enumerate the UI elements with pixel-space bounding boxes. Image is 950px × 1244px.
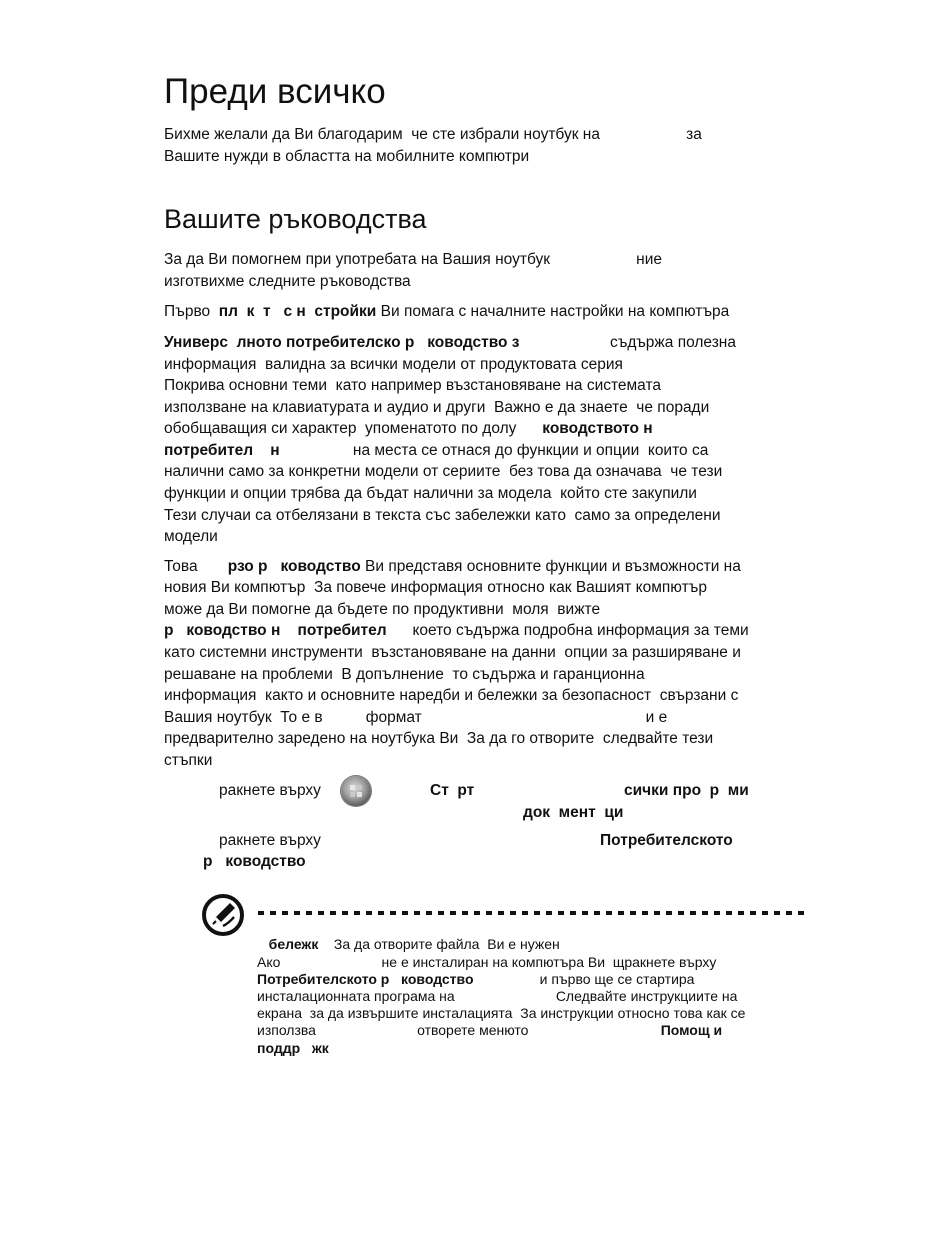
first-guide-pre: Първо <box>164 303 219 320</box>
quick-guide-line-4 <box>164 621 749 641</box>
note-pen-icon <box>201 893 245 937</box>
note-line-6-pre: използва отворете менюто <box>257 1022 661 1038</box>
universal-guide-line-6 <box>164 441 708 461</box>
quick-guide-line-1-pre: Това <box>164 558 228 575</box>
note-line-7: поддр жк <box>257 1040 329 1056</box>
step-1-start: Ст рт <box>430 782 475 799</box>
universal-guide-line-3: Покрива основни теми като например възстановяване на системата <box>164 377 662 394</box>
note-line-3 <box>257 971 694 988</box>
quick-guide-title: рзо р ководство <box>227 558 361 575</box>
note-line-5: екрана за да извършите инсталацията За инструкции относно това как се <box>257 1005 746 1021</box>
note-line-1 <box>257 936 560 953</box>
heading-before-all: Преди всичко <box>164 72 386 111</box>
first-guide-post: Ви помага с началните настройки на компютъра <box>376 303 730 320</box>
universal-guide-line-4: използване на клавиатурата и аудио и други Важно е да знаете че поради <box>164 399 710 416</box>
universal-guide-title: Универс лното потребителско р ководство з <box>164 334 520 351</box>
step-1-documents: док мент ци <box>523 804 624 821</box>
quick-guide-line-8: Вашия ноутбук То е в формат и е <box>164 709 668 726</box>
windows-start-orb-icon <box>341 776 371 806</box>
note-divider <box>258 911 804 915</box>
first-guide-paragraph <box>164 302 729 322</box>
quick-guide-line-2: новия Ви компютър За повече информация относно как Вашият компютър <box>164 579 707 596</box>
note-line-4: инсталационната програма на Следвайте инструкциите на <box>257 988 738 1004</box>
note-line-6 <box>257 1022 722 1039</box>
note-line-6-bold: Помощ и <box>660 1022 723 1038</box>
universal-guide-line-5-bold: ководството н <box>542 420 653 437</box>
note-line-2: Ако не е инсталиран на компютъра Ви щракнете върху <box>257 954 717 970</box>
guides-intro-line-2: изготвихме следните ръководства <box>164 273 411 290</box>
universal-guide-line-8: функции и опции трябва да бъдат налични за модела който сте закупили <box>164 485 697 502</box>
step-1-all-programs: сички про р ми <box>624 782 749 799</box>
universal-guide-line-2: информация валидна за всички модели от продуктовата серия <box>164 356 623 373</box>
step-2-user-guide-cont: р ководство <box>203 853 306 870</box>
quick-guide-line-7: информация както и основните наредби и бележки за безопасност свързани с <box>164 687 739 704</box>
intro-line-1: Бихме желали да Ви благодарим че сте избрали ноутбук на за <box>164 126 702 143</box>
step-1-text: ракнете върху <box>219 782 321 799</box>
quick-guide-line-1-post: Ви представя основните функции и възможности на <box>360 558 741 575</box>
universal-guide-line-6-bold: потребител н <box>164 442 280 459</box>
quick-guide-line-10: стъпки <box>164 752 213 769</box>
universal-guide-line-5 <box>164 419 653 439</box>
universal-guide-line-6-rest: на места се отнася до функции и опции които са <box>279 442 709 459</box>
quick-guide-line-1 <box>164 557 741 577</box>
universal-guide-line-1-rest: съдържа полезна <box>519 334 736 351</box>
quick-guide-line-4-bold: р ководство н потребител <box>164 622 387 639</box>
note-line-1-text: За да отворите файла Ви е нужен <box>318 936 560 952</box>
step-2-user-guide: Потребителското <box>600 832 733 849</box>
universal-guide-line-7: налични само за конкретни модели от сериите без това да означава че тези <box>164 463 723 480</box>
note-line-3-rest: и първо ще се стартира <box>473 971 695 987</box>
universal-guide-line-5-pre: обобщаващия си характер упоменатото по долу <box>164 420 543 437</box>
universal-guide-line-10: модели <box>164 528 218 545</box>
heading-your-guides: Вашите ръководства <box>164 204 427 234</box>
quick-guide-line-3: може да Ви помогне да бъдете по продуктивни моля вижте <box>164 601 601 618</box>
note-line-3-bold: Потребителското р ководство <box>257 971 474 987</box>
step-2-text: ракнете върху <box>219 832 321 849</box>
note-label: бележк <box>268 936 319 952</box>
universal-guide-line-1 <box>164 333 736 353</box>
quick-guide-line-5: като системни инструменти възстановяване на данни опции за разширяване и <box>164 644 741 661</box>
guides-intro-line-1: За да Ви помогнем при употребата на Вашия ноутбук ние <box>164 251 662 268</box>
quick-guide-line-4-post: което съдържа подробна информация за теми <box>386 622 749 639</box>
quick-guide-line-9: предварително заредено на ноутбука Ви За да го отворите следвайте тези <box>164 730 714 747</box>
first-guide-title: пл к т с н стройки <box>218 303 377 320</box>
intro-line-2: Вашите нужди в областта на мобилните компютри <box>164 148 530 165</box>
universal-guide-line-9: Тези случаи са отбелязани в текста със забележки като само за определени <box>164 507 721 524</box>
quick-guide-line-6: решаване на проблеми В допълнение то съдържа и гаранционна <box>164 666 645 683</box>
